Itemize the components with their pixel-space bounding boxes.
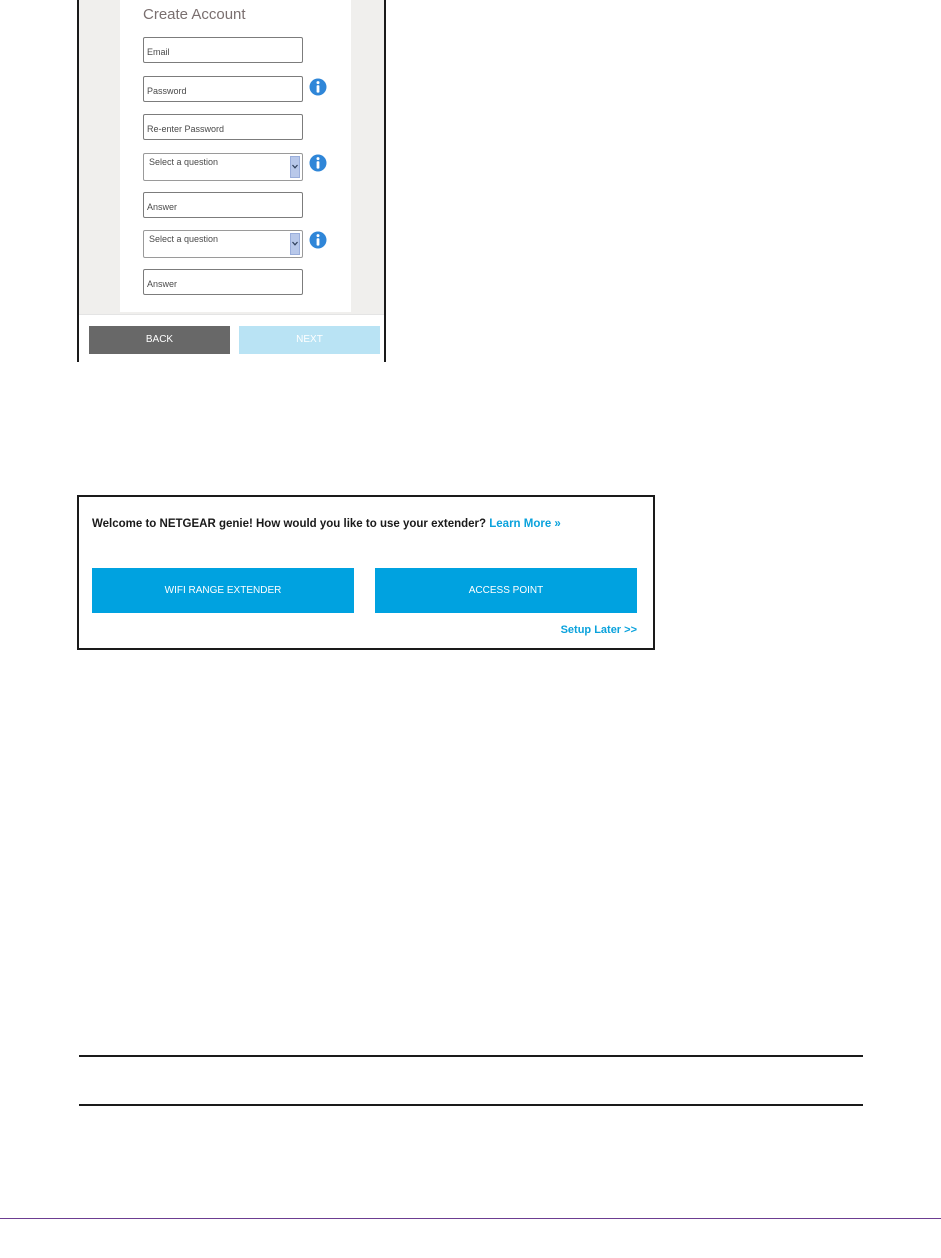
security-question-2-select[interactable]	[143, 230, 303, 258]
create-account-title: Create Account	[143, 6, 246, 23]
info-icon[interactable]	[309, 231, 327, 249]
email-field[interactable]: Email	[143, 37, 303, 63]
learn-more-link[interactable]: Learn More »	[489, 518, 561, 530]
next-button[interactable]: NEXT	[239, 326, 380, 354]
chevron-down-icon[interactable]	[290, 233, 300, 255]
welcome-text: Welcome to NETGEAR genie! How would you like to use your extender?	[92, 518, 487, 530]
navigation-bar	[79, 314, 384, 362]
info-icon[interactable]	[309, 78, 327, 96]
back-button[interactable]: BACK	[89, 326, 230, 354]
footer-divider	[0, 1218, 941, 1219]
reenter-password-field[interactable]: Re-enter Password	[143, 114, 303, 140]
create-account-screenshot	[77, 0, 386, 362]
answer-1-field[interactable]: Answer	[143, 192, 303, 218]
password-field[interactable]: Password	[143, 76, 303, 102]
info-icon[interactable]	[309, 154, 327, 172]
security-question-1-select[interactable]	[143, 153, 303, 181]
genie-welcome-screenshot	[77, 495, 655, 650]
divider-top	[79, 1055, 863, 1057]
setup-later-link[interactable]: Setup Later >>	[560, 624, 637, 636]
wifi-range-extender-button[interactable]: WIFI RANGE EXTENDER	[92, 568, 354, 613]
chevron-down-icon[interactable]	[290, 156, 300, 178]
create-account-card	[120, 0, 351, 312]
security-question-1-value: Select a question	[149, 157, 219, 167]
welcome-message	[92, 518, 561, 530]
security-question-2-value: Select a question	[149, 234, 219, 244]
answer-2-field[interactable]: Answer	[143, 269, 303, 295]
access-point-button[interactable]: ACCESS POINT	[375, 568, 637, 613]
divider-bottom	[79, 1104, 863, 1106]
